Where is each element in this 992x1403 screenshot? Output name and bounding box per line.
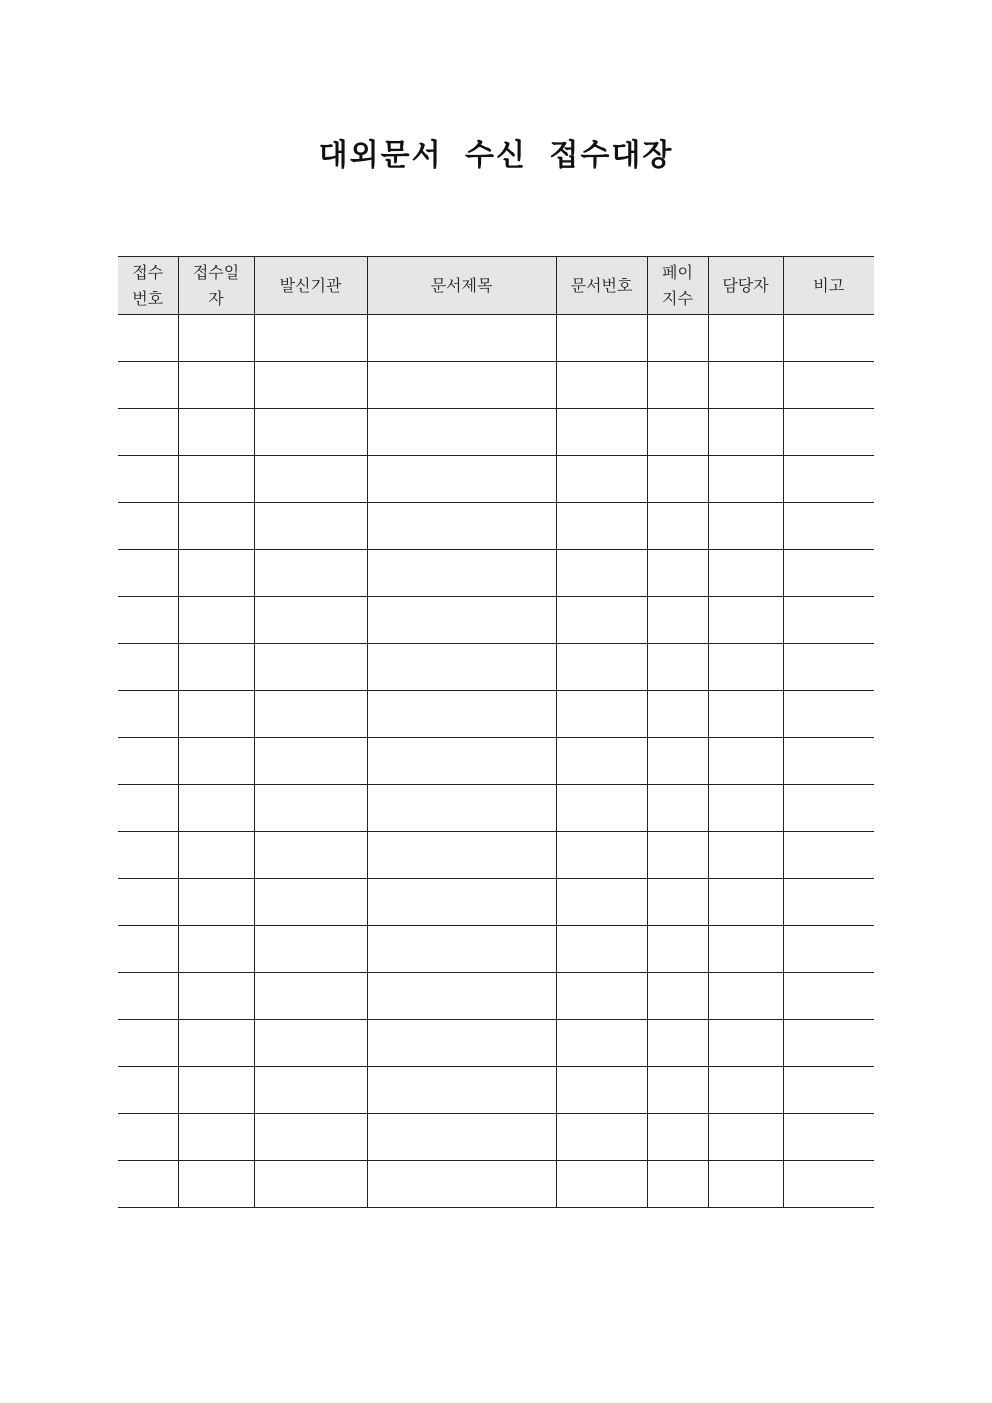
header-doc-no bbox=[556, 257, 647, 315]
cell-doc-title[interactable] bbox=[367, 456, 556, 503]
table-header-row bbox=[118, 257, 874, 315]
table-row bbox=[118, 832, 874, 879]
cell-handler[interactable] bbox=[708, 644, 783, 691]
cell-receipt-no[interactable] bbox=[118, 1067, 178, 1114]
cell-remarks[interactable] bbox=[783, 1161, 874, 1208]
header-handler bbox=[708, 257, 783, 315]
cell-doc-title[interactable] bbox=[367, 550, 556, 597]
cell-doc-title[interactable] bbox=[367, 644, 556, 691]
cell-sender[interactable] bbox=[254, 409, 367, 456]
cell-receipt-no[interactable] bbox=[118, 362, 178, 409]
cell-receipt-no[interactable] bbox=[118, 550, 178, 597]
cell-receipt-date[interactable] bbox=[178, 1161, 254, 1208]
cell-receipt-no[interactable] bbox=[118, 1020, 178, 1067]
cell-pages[interactable] bbox=[647, 691, 708, 738]
cell-handler[interactable] bbox=[708, 362, 783, 409]
table-row bbox=[118, 691, 874, 738]
cell-remarks[interactable] bbox=[783, 644, 874, 691]
cell-doc-title[interactable] bbox=[367, 503, 556, 550]
cell-receipt-no[interactable] bbox=[118, 785, 178, 832]
cell-doc-title[interactable] bbox=[367, 1067, 556, 1114]
header-sender bbox=[254, 257, 367, 315]
cell-receipt-date[interactable] bbox=[178, 550, 254, 597]
cell-sender[interactable] bbox=[254, 1067, 367, 1114]
table-row bbox=[118, 503, 874, 550]
cell-doc-no[interactable] bbox=[556, 503, 647, 550]
cell-handler[interactable] bbox=[708, 879, 783, 926]
table-row bbox=[118, 973, 874, 1020]
cell-receipt-no[interactable] bbox=[118, 644, 178, 691]
cell-doc-no[interactable] bbox=[556, 691, 647, 738]
cell-handler[interactable] bbox=[708, 738, 783, 785]
cell-pages[interactable] bbox=[647, 362, 708, 409]
cell-pages[interactable] bbox=[647, 1161, 708, 1208]
cell-remarks[interactable] bbox=[783, 550, 874, 597]
cell-remarks[interactable] bbox=[783, 691, 874, 738]
cell-remarks[interactable] bbox=[783, 785, 874, 832]
cell-sender[interactable] bbox=[254, 362, 367, 409]
cell-pages[interactable] bbox=[647, 597, 708, 644]
cell-receipt-no[interactable] bbox=[118, 691, 178, 738]
cell-pages[interactable] bbox=[647, 456, 708, 503]
cell-receipt-no[interactable] bbox=[118, 409, 178, 456]
cell-handler[interactable] bbox=[708, 1067, 783, 1114]
cell-remarks[interactable] bbox=[783, 973, 874, 1020]
table-row bbox=[118, 597, 874, 644]
cell-doc-no[interactable] bbox=[556, 362, 647, 409]
header-pages-label: 페이 지수 bbox=[662, 262, 693, 308]
cell-doc-title[interactable] bbox=[367, 832, 556, 879]
cell-receipt-no[interactable] bbox=[118, 879, 178, 926]
cell-receipt-date[interactable] bbox=[178, 503, 254, 550]
cell-receipt-no[interactable] bbox=[118, 973, 178, 1020]
cell-pages[interactable] bbox=[647, 644, 708, 691]
cell-sender[interactable] bbox=[254, 503, 367, 550]
table-row bbox=[118, 362, 874, 409]
cell-doc-no[interactable] bbox=[556, 973, 647, 1020]
cell-receipt-date[interactable] bbox=[178, 409, 254, 456]
header-sender-label: 발신기관 bbox=[279, 275, 342, 295]
cell-receipt-date[interactable] bbox=[178, 1020, 254, 1067]
cell-pages[interactable] bbox=[647, 738, 708, 785]
cell-doc-no[interactable] bbox=[556, 456, 647, 503]
cell-doc-title[interactable] bbox=[367, 785, 556, 832]
cell-pages[interactable] bbox=[647, 503, 708, 550]
cell-pages[interactable] bbox=[647, 409, 708, 456]
cell-sender[interactable] bbox=[254, 1161, 367, 1208]
cell-doc-no[interactable] bbox=[556, 832, 647, 879]
cell-remarks[interactable] bbox=[783, 315, 874, 362]
header-handler-label: 담당자 bbox=[722, 275, 769, 295]
cell-doc-no[interactable] bbox=[556, 550, 647, 597]
cell-remarks[interactable] bbox=[783, 1020, 874, 1067]
cell-doc-title[interactable] bbox=[367, 362, 556, 409]
table-row bbox=[118, 1114, 874, 1161]
cell-pages[interactable] bbox=[647, 785, 708, 832]
cell-sender[interactable] bbox=[254, 879, 367, 926]
cell-receipt-date[interactable] bbox=[178, 879, 254, 926]
table-row bbox=[118, 1161, 874, 1208]
cell-receipt-no[interactable] bbox=[118, 1161, 178, 1208]
header-remarks-label: 비고 bbox=[813, 275, 845, 295]
table-row bbox=[118, 926, 874, 973]
receipt-ledger-table bbox=[118, 256, 874, 1208]
table-row bbox=[118, 1020, 874, 1067]
cell-sender[interactable] bbox=[254, 550, 367, 597]
table-row bbox=[118, 409, 874, 456]
cell-pages[interactable] bbox=[647, 550, 708, 597]
cell-sender[interactable] bbox=[254, 1114, 367, 1161]
cell-doc-title[interactable] bbox=[367, 409, 556, 456]
cell-doc-title[interactable] bbox=[367, 738, 556, 785]
table-row bbox=[118, 550, 874, 597]
cell-receipt-date[interactable] bbox=[178, 973, 254, 1020]
cell-sender[interactable] bbox=[254, 926, 367, 973]
cell-receipt-no[interactable] bbox=[118, 503, 178, 550]
cell-doc-title[interactable] bbox=[367, 315, 556, 362]
cell-handler[interactable] bbox=[708, 597, 783, 644]
cell-pages[interactable] bbox=[647, 1067, 708, 1114]
table-body bbox=[118, 315, 874, 1208]
header-receipt-no-label: 접수 번호 bbox=[132, 262, 164, 308]
cell-remarks[interactable] bbox=[783, 362, 874, 409]
cell-receipt-no[interactable] bbox=[118, 1114, 178, 1161]
cell-receipt-date[interactable] bbox=[178, 1067, 254, 1114]
cell-handler[interactable] bbox=[708, 503, 783, 550]
cell-doc-no[interactable] bbox=[556, 409, 647, 456]
header-doc-title bbox=[367, 257, 556, 315]
cell-doc-title[interactable] bbox=[367, 597, 556, 644]
cell-sender[interactable] bbox=[254, 644, 367, 691]
cell-handler[interactable] bbox=[708, 315, 783, 362]
cell-handler[interactable] bbox=[708, 1020, 783, 1067]
cell-doc-title[interactable] bbox=[367, 691, 556, 738]
cell-remarks[interactable] bbox=[783, 456, 874, 503]
cell-handler[interactable] bbox=[708, 785, 783, 832]
header-receipt-date bbox=[178, 257, 254, 315]
cell-doc-no[interactable] bbox=[556, 1114, 647, 1161]
cell-handler[interactable] bbox=[708, 1114, 783, 1161]
header-remarks bbox=[783, 257, 874, 315]
table-row bbox=[118, 644, 874, 691]
cell-sender[interactable] bbox=[254, 832, 367, 879]
table-row bbox=[118, 315, 874, 362]
cell-pages[interactable] bbox=[647, 1114, 708, 1161]
cell-remarks[interactable] bbox=[783, 1067, 874, 1114]
cell-doc-title[interactable] bbox=[367, 973, 556, 1020]
cell-doc-no[interactable] bbox=[556, 1020, 647, 1067]
cell-doc-no[interactable] bbox=[556, 315, 647, 362]
cell-handler[interactable] bbox=[708, 926, 783, 973]
cell-receipt-date[interactable] bbox=[178, 362, 254, 409]
cell-handler[interactable] bbox=[708, 973, 783, 1020]
cell-sender[interactable] bbox=[254, 691, 367, 738]
cell-handler[interactable] bbox=[708, 550, 783, 597]
cell-doc-no[interactable] bbox=[556, 926, 647, 973]
cell-receipt-no[interactable] bbox=[118, 832, 178, 879]
cell-receipt-date[interactable] bbox=[178, 926, 254, 973]
cell-remarks[interactable] bbox=[783, 597, 874, 644]
cell-receipt-date[interactable] bbox=[178, 315, 254, 362]
header-pages bbox=[647, 257, 708, 315]
cell-receipt-date[interactable] bbox=[178, 644, 254, 691]
cell-doc-title[interactable] bbox=[367, 879, 556, 926]
cell-doc-title[interactable] bbox=[367, 1114, 556, 1161]
cell-receipt-no[interactable] bbox=[118, 738, 178, 785]
cell-handler[interactable] bbox=[708, 1161, 783, 1208]
table-row bbox=[118, 456, 874, 503]
cell-doc-no[interactable] bbox=[556, 1067, 647, 1114]
cell-receipt-date[interactable] bbox=[178, 1114, 254, 1161]
cell-remarks[interactable] bbox=[783, 1114, 874, 1161]
cell-receipt-date[interactable] bbox=[178, 832, 254, 879]
header-receipt-no bbox=[118, 257, 178, 315]
table-row bbox=[118, 785, 874, 832]
cell-receipt-no[interactable] bbox=[118, 315, 178, 362]
cell-pages[interactable] bbox=[647, 1020, 708, 1067]
cell-receipt-date[interactable] bbox=[178, 691, 254, 738]
cell-doc-title[interactable] bbox=[367, 1161, 556, 1208]
cell-pages[interactable] bbox=[647, 879, 708, 926]
cell-sender[interactable] bbox=[254, 973, 367, 1020]
header-receipt-date-label: 접수일 자 bbox=[192, 262, 240, 308]
cell-handler[interactable] bbox=[708, 691, 783, 738]
header-doc-no-label: 문서번호 bbox=[570, 275, 633, 295]
cell-pages[interactable] bbox=[647, 832, 708, 879]
cell-doc-no[interactable] bbox=[556, 1161, 647, 1208]
cell-receipt-date[interactable] bbox=[178, 738, 254, 785]
cell-handler[interactable] bbox=[708, 456, 783, 503]
cell-handler[interactable] bbox=[708, 832, 783, 879]
cell-remarks[interactable] bbox=[783, 738, 874, 785]
table-row bbox=[118, 738, 874, 785]
cell-doc-no[interactable] bbox=[556, 597, 647, 644]
cell-sender[interactable] bbox=[254, 1020, 367, 1067]
cell-remarks[interactable] bbox=[783, 832, 874, 879]
cell-receipt-no[interactable] bbox=[118, 597, 178, 644]
cell-receipt-no[interactable] bbox=[118, 456, 178, 503]
cell-receipt-no[interactable] bbox=[118, 926, 178, 973]
cell-doc-no[interactable] bbox=[556, 785, 647, 832]
page-title: 대외문서 수신 접수대장 bbox=[318, 138, 674, 173]
cell-sender[interactable] bbox=[254, 785, 367, 832]
cell-receipt-date[interactable] bbox=[178, 456, 254, 503]
cell-remarks[interactable] bbox=[783, 503, 874, 550]
cell-pages[interactable] bbox=[647, 315, 708, 362]
cell-doc-title[interactable] bbox=[367, 926, 556, 973]
cell-remarks[interactable] bbox=[783, 926, 874, 973]
cell-pages[interactable] bbox=[647, 973, 708, 1020]
cell-sender[interactable] bbox=[254, 315, 367, 362]
cell-remarks[interactable] bbox=[783, 879, 874, 926]
cell-doc-no[interactable] bbox=[556, 738, 647, 785]
cell-receipt-date[interactable] bbox=[178, 785, 254, 832]
cell-doc-no[interactable] bbox=[556, 879, 647, 926]
cell-receipt-date[interactable] bbox=[178, 597, 254, 644]
header-doc-title-label: 문서제목 bbox=[430, 275, 493, 295]
table-row bbox=[118, 1067, 874, 1114]
cell-sender[interactable] bbox=[254, 456, 367, 503]
cell-doc-no[interactable] bbox=[556, 644, 647, 691]
cell-remarks[interactable] bbox=[783, 409, 874, 456]
cell-handler[interactable] bbox=[708, 409, 783, 456]
table-row bbox=[118, 879, 874, 926]
cell-sender[interactable] bbox=[254, 738, 367, 785]
cell-sender[interactable] bbox=[254, 597, 367, 644]
cell-pages[interactable] bbox=[647, 926, 708, 973]
cell-doc-title[interactable] bbox=[367, 1020, 556, 1067]
